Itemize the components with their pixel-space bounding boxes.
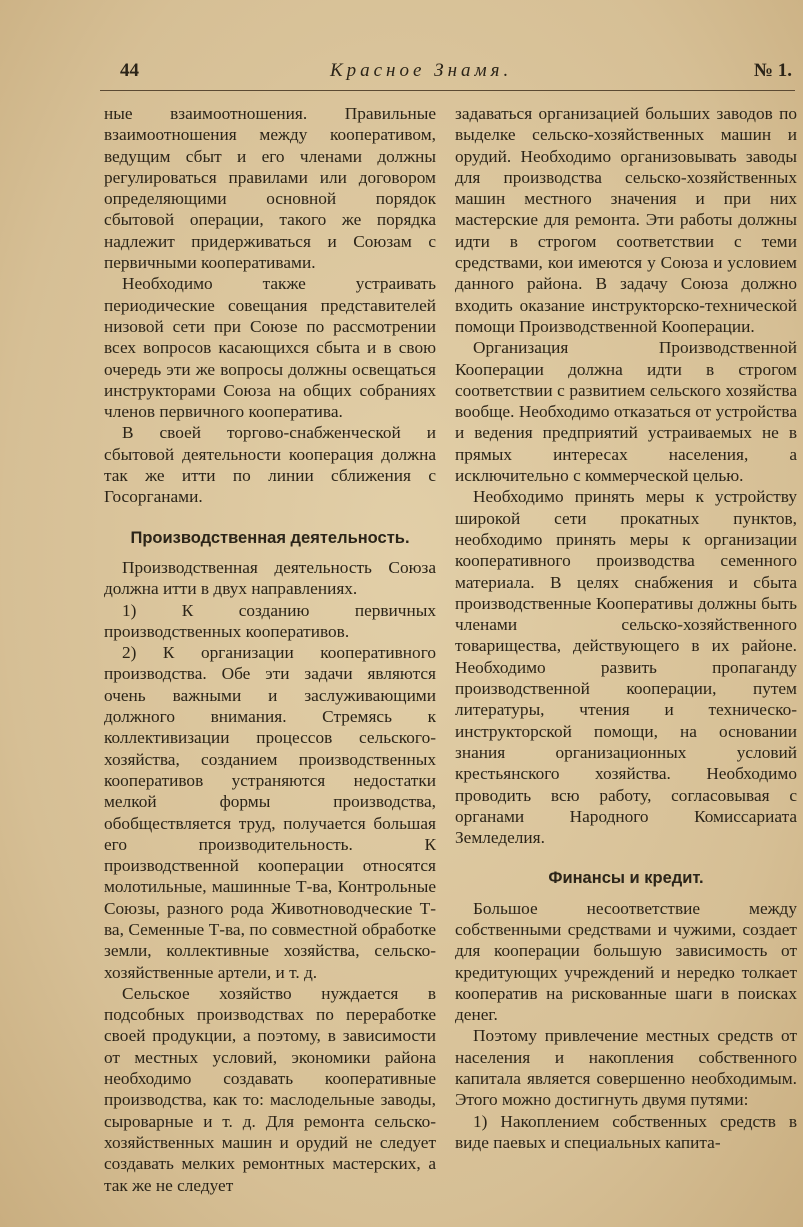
section-heading: Финансы и кредит.: [548, 869, 704, 888]
paragraph: Производственная деятельность Союза должна итти в двух направлениях.: [104, 557, 436, 599]
paragraph: В своей торгово-снабженческой и сбытовой деятельности кооперация должна так же итти по линии сближения с Госорганами.: [104, 423, 436, 507]
paragraph: Организация Производственной Кооперации должна идти в строгом соответствии с развитием сельского хозяйства вообще. Необходимо отказаться от устройства и ведения предприятий устраиваемых не в прямых интересах населения, а исключительно с коммерческой целью.: [455, 338, 797, 486]
paragraph: 1) Накоплением собственных средств в виде паевых и специальных капита-: [455, 1111, 797, 1152]
page-number: 44: [120, 60, 139, 81]
section-heading: Производственная деятельность.: [130, 528, 410, 547]
paragraph: ные взаимоотношения. Правильные взаимоотношения между кооперативом, ведущим сбыт и его членами должны регулироваться правилами или договором определяющими основной порядок сбытовой операции, такого же порядка надлежит придерживаться и Союзам с первичными кооперативами.: [104, 104, 436, 273]
right-column: [455, 103, 797, 1153]
paragraph: Сельское хозяйство нуждается в подсобных производствах по переработке своей продукции, а поэтому, в зависимости от местных условий, экономики района необходимо создавать кооперативные производства, как то: маслодельные заводы, сыроварные и т. д. Для ремонта сельско-хозяйственных машин и орудий не следует создавать мелких ремонтных мастерских, а так же не следует: [104, 983, 436, 1195]
paragraph: 1) К созданию первичных производственных кооперативов.: [104, 600, 436, 641]
paragraph: Поэтому привлечение местных средств от населения и накопления собственного капитала является совершенно необходимым. Этого можно достигнуть двумя путями:: [455, 1026, 797, 1110]
journal-title: Красное Знамя.: [330, 60, 513, 81]
issue-number: № 1.: [753, 60, 792, 81]
paragraph: 2) К организации кооперативного производства. Обе эти задачи являются очень важными и заслуживающими должного внимания. Стремясь к коллективизации процессов сельского-хозяйства, созданием производственных кооперативов устраняются недостатки мелкой формы производства, обобществляется труд, получается большая его производительность. К производственной кооперации относятся молотильные, машинные Т-ва, Контрольные Союзы, разного рода Животноводческие Т-ва, Семенные Т-ва, по совместной обработке земли, коллективные хозяйства, сельско-хозяйственные артели, и т. д.: [104, 643, 436, 982]
left-column: [104, 103, 436, 1196]
paragraph: Большое несоответствие между собственными средствами и чужими, создает для кооперации большую зависимость от кредитующих учреждений и нередко толкает кооператив на рискованные шаги в поисках денег.: [455, 898, 797, 1025]
header-rule: [100, 90, 795, 91]
paragraph: Необходимо принять меры к устройству широкой сети прокатных пунктов, необходимо принять меры к организации кооперативного производства семенного материала. В целях снабжения и сбыта производственные Кооперативы должны быть членами сельско-хозяйственного товарищества, действующего в их районе. Необходимо развить пропаганду производственной кооперации, путем литературы, чтения и техническо-инструкторской помощи, на основании знания организационных условий крестьянского хозяйства. Необходимо проводить всю работу, согласовывая с органами Народного Комиссариата Земледелия.: [455, 487, 797, 848]
page-header: [120, 56, 792, 86]
paragraph: задаваться организацией больших заводов по выделке сельско-хозяйственных машин и орудий. Необходимо организовывать заводы для производства сельско-хозяйственных машин местного значения и при них мастерские для ремонта. Эти работы должны идти в строгом соответствии с теми средствами, кои имеются у Союза и условием данного района. В задачу Союза должно входить оказание инструкторско-технической помощи Производственной Кооперации.: [455, 104, 797, 336]
paragraph: Необходимо также устраивать периодические совещания представителей низовой сети при Союзе по рассмотрении всех вопросов касающихся сбыта и в свою очередь эти же вопросы должны освещаться инструкторами Союза на общих собраниях членов первичного кооператива.: [104, 274, 436, 422]
